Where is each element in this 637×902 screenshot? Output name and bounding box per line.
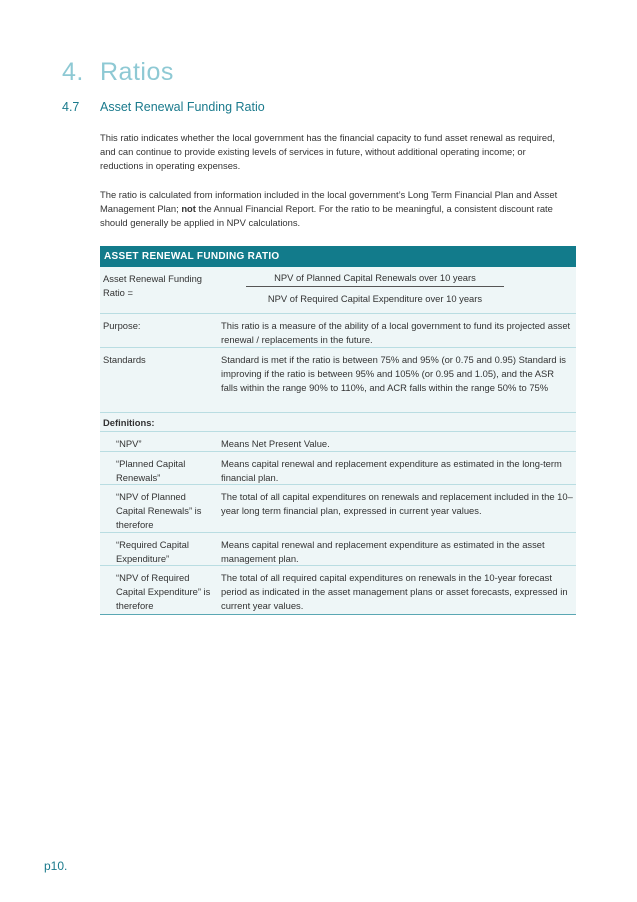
- standards-row: [100, 348, 576, 413]
- section-heading: [62, 100, 265, 114]
- definition-meaning: The total of all capital expenditures on renewals and replacement included in the 10–year long term financial plan, expressed in current year values.: [221, 491, 573, 516]
- purpose-row: [100, 314, 576, 348]
- definition-meaning: Means capital renewal and replacement expenditure as estimated in the asset management plan.: [221, 539, 545, 564]
- definition-row: [100, 432, 576, 452]
- definitions-row: [100, 413, 576, 432]
- chapter-heading: [62, 58, 174, 87]
- chapter-number: 4.: [62, 58, 84, 86]
- paragraph-2-bold: not: [181, 203, 196, 214]
- paragraph-2-text-a: The ratio is calculated from information included in the local government’s Long Term Financial Plan and Asset Management Plan;: [100, 189, 558, 214]
- standards-text: Standard is met if the ratio is between 75% and 95% (or 0.75 and 0.95) Standard is improving if the ratio is between 95% and 105% (or 0.95 and 1.05), and the ASR falls within the range 90% to 110%, and ACR falls within the range 50% to 75%: [221, 354, 566, 393]
- definition-row: [100, 566, 576, 614]
- formula-row: [100, 267, 576, 314]
- definition-row: [100, 533, 576, 566]
- formula-label: Asset Renewal Funding Ratio =: [103, 273, 203, 298]
- definition-term: “NPV of Required Capital Expenditure” is therefore: [116, 572, 211, 611]
- definition-meaning: Means capital renewal and replacement expenditure as estimated in the long-term financial plan.: [221, 458, 562, 483]
- purpose-label: Purpose:: [103, 320, 141, 331]
- paragraph-2-text-b: the Annual Financial Report. For the ratio to be meaningful, a consistent discount rate should generally be applied in NPV calculations.: [100, 203, 553, 228]
- formula-numerator: NPV of Planned Capital Renewals over 10 years: [246, 271, 504, 287]
- definition-meaning: Means Net Present Value.: [221, 438, 330, 449]
- chapter-title: Ratios: [100, 58, 174, 86]
- page-number: p10.: [44, 859, 68, 873]
- intro-paragraph-2: [100, 188, 560, 230]
- definition-row: [100, 452, 576, 485]
- definition-meaning: The total of all required capital expenditures on renewals in the 10-year forecast period as indicated in the asset management plans or asset forecasts, expressed in current year values.: [221, 572, 568, 611]
- definition-row: [100, 485, 576, 533]
- definition-term: “Planned Capital Renewals”: [116, 458, 186, 483]
- intro-paragraph-1: This ratio indicates whether the local government has the financial capacity to fund asset renewal as required, and can continue to provide existing levels of services in future, without additional operating income; or reductions in operating expenses.: [100, 132, 555, 171]
- definitions-label: Definitions:: [103, 417, 155, 428]
- definition-term: “Required Capital Expenditure”: [116, 539, 189, 564]
- ratio-table: [100, 246, 576, 615]
- standards-label: Standards: [103, 354, 146, 365]
- definition-term: “NPV of Planned Capital Renewals” is therefore: [116, 491, 202, 530]
- purpose-text: This ratio is a measure of the ability of a local government to fund its projected asset renewal / replacements in the future.: [221, 320, 571, 345]
- table-heading: ASSET RENEWAL FUNDING RATIO: [100, 246, 576, 267]
- formula-denominator: NPV of Required Capital Expenditure over 10 years: [267, 293, 483, 304]
- section-title: Asset Renewal Funding Ratio: [100, 100, 265, 114]
- definition-term: “NPV”: [116, 438, 142, 449]
- section-number: 4.7: [62, 100, 80, 114]
